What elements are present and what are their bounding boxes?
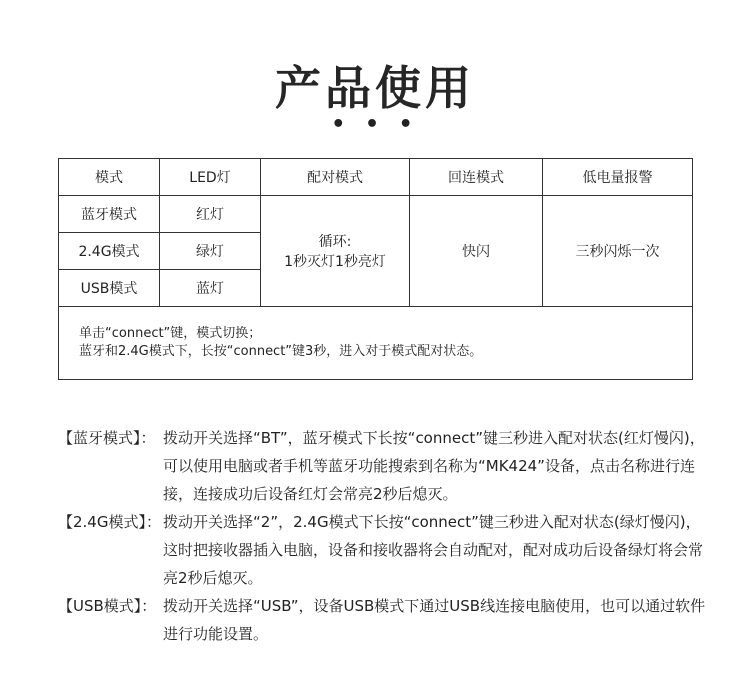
pairing-cell	[261, 196, 410, 307]
description-label: 【蓝牙模式】：	[58, 429, 156, 447]
low-battery-cell: 三秒闪烁一次	[543, 196, 693, 307]
table-header-row	[59, 159, 693, 196]
table-note	[59, 307, 693, 380]
reconnect-cell: 快闪	[410, 196, 543, 307]
mode-cell: 蓝牙模式	[59, 196, 160, 233]
description-item	[58, 592, 708, 648]
description-label: 【2.4G模式】：	[58, 513, 161, 531]
led-cell: 绿灯	[160, 233, 261, 270]
title-dots-decoration: • • •	[331, 112, 419, 137]
mode-cell: USB模式	[59, 270, 160, 307]
header-reconnect: 回连模式	[410, 159, 543, 196]
pairing-line: 循环:	[318, 234, 352, 250]
header-mode: 模式	[59, 159, 160, 196]
note-line: 单击“connect”键，模式切换；	[79, 326, 262, 341]
mode-cell: 2.4G模式	[59, 233, 160, 270]
pairing-line: 1秒灭灯1秒亮灯	[284, 254, 386, 270]
header-low-battery: 低电量报警	[543, 159, 693, 196]
page-title: 产品使用	[275, 61, 475, 115]
mode-table	[58, 158, 693, 380]
header-led: LED灯	[160, 159, 261, 196]
mode-descriptions	[58, 424, 708, 648]
table-note-row	[59, 307, 693, 380]
table-row	[59, 196, 693, 233]
description-item	[58, 424, 708, 508]
led-cell: 蓝灯	[160, 270, 261, 307]
description-text: 拨动开关选择“BT”，蓝牙模式下长按“connect”键三秒进入配对状态(红灯慢闪)，可以使用电脑或者手机等蓝牙功能搜索到名称为“MK424”设备，点击名称进行连接，连接成功后设备红灯会常亮2秒后熄灭。	[163, 429, 705, 503]
note-line: 蓝牙和2.4G模式下，长按“connect”键3秒，进入对于模式配对状态。	[79, 344, 483, 359]
description-label: 【USB模式】：	[58, 597, 157, 615]
description-text: 拨动开关选择“2”，2.4G模式下长按“connect”键三秒进入配对状态(绿灯慢闪)，这时把接收器插入电脑，设备和接收器将会自动配对，配对成功后设备绿灯将会常亮2秒后熄灭。	[163, 513, 704, 587]
led-cell: 红灯	[160, 196, 261, 233]
header-pairing: 配对模式	[261, 159, 410, 196]
description-item	[58, 508, 708, 592]
description-text: 拨动开关选择“USB”，设备USB模式下通过USB线连接电脑使用，也可以通过软件进行功能设置。	[163, 597, 706, 643]
